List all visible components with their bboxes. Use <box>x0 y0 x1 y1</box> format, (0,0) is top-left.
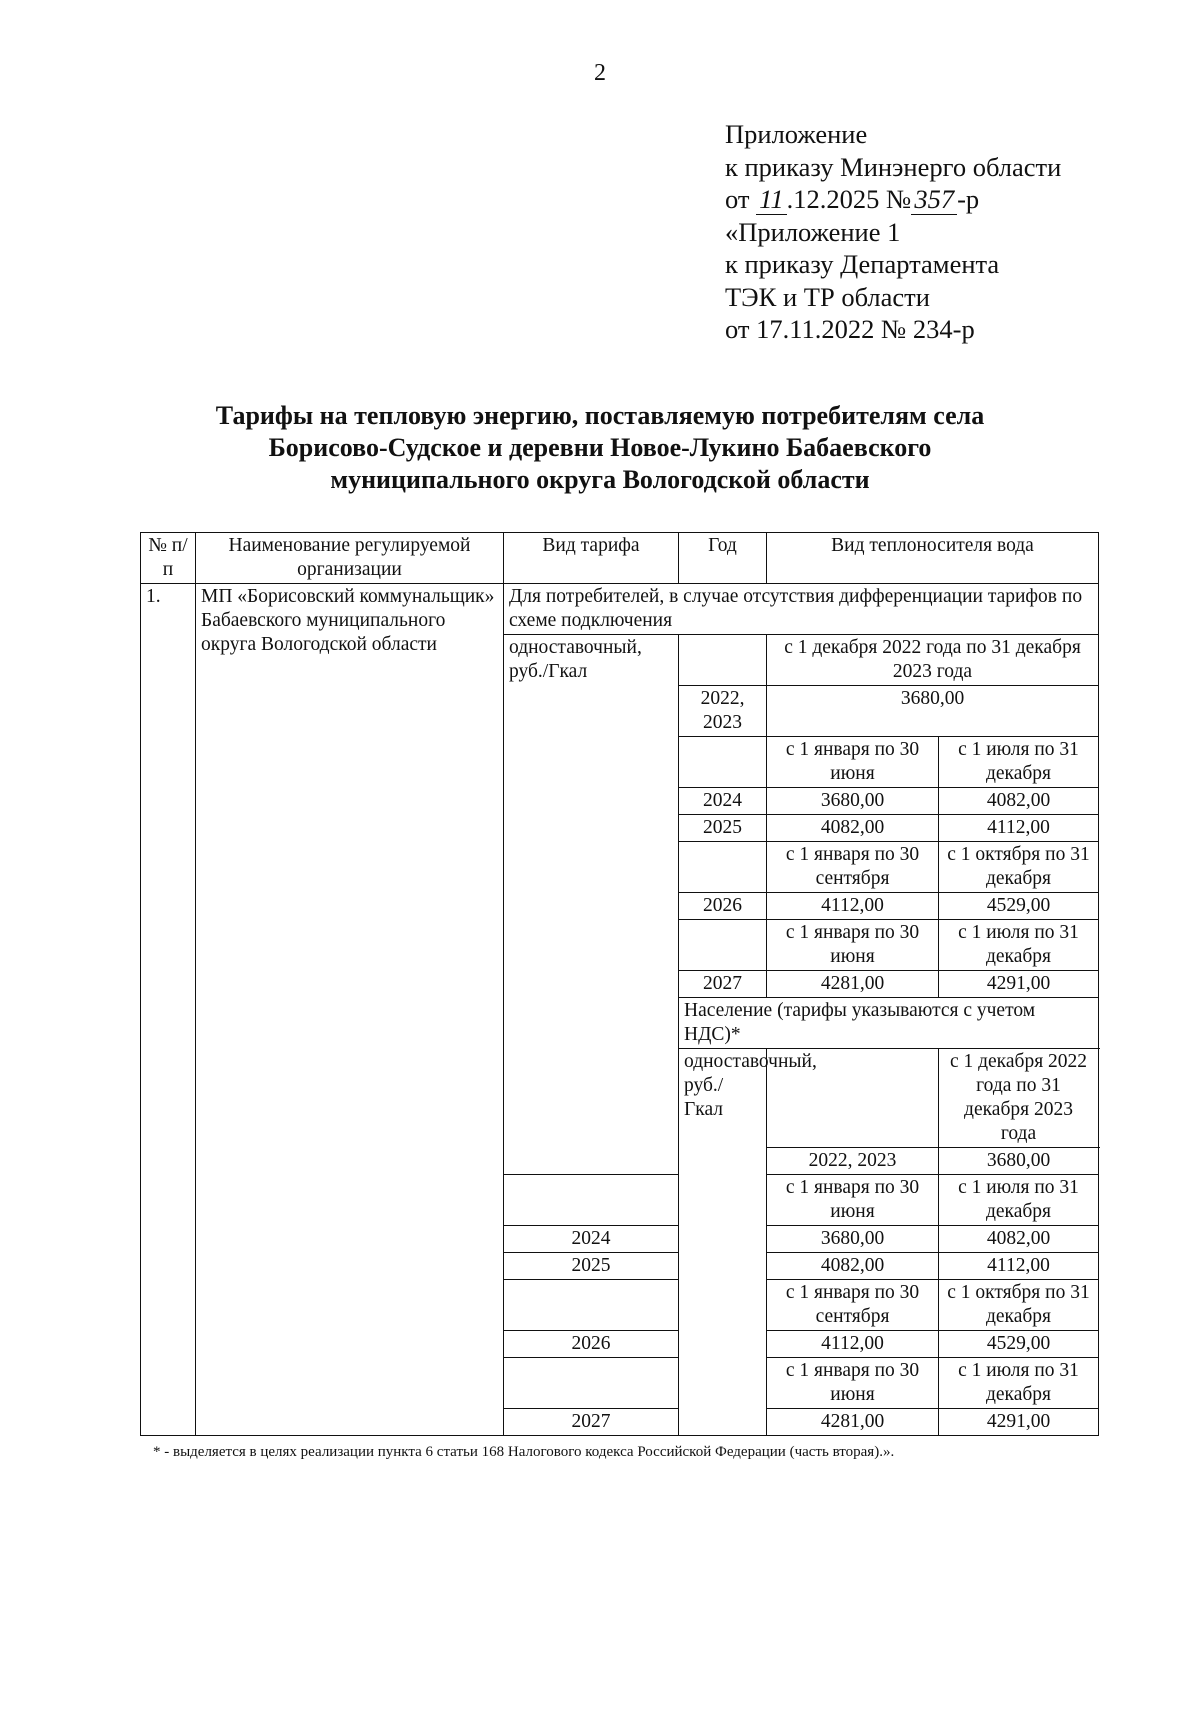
period-header: с 1 января по 30 июня <box>767 737 939 788</box>
period-header: с 1 октября по 31 декабря <box>939 1280 1099 1331</box>
header-line: к приказу Департамента <box>725 249 1000 279</box>
tariff-value: 4281,00 <box>767 971 939 998</box>
appendix-header <box>725 118 1061 346</box>
empty-year-cell <box>504 1280 679 1331</box>
tariff-value: 4082,00 <box>767 1253 939 1280</box>
handwritten-order-number: 357 <box>911 184 957 215</box>
period-header: с 1 января по 30 сентября <box>767 842 939 893</box>
tariff-value: 3680,00 <box>939 1148 1099 1175</box>
tariff-type: одноставочный, руб./Гкал <box>504 635 679 1175</box>
header-year: Год <box>679 533 767 584</box>
tariff-value: 3680,00 <box>767 1226 939 1253</box>
period-header: с 1 июля по 31 декабря <box>939 737 1099 788</box>
group-title-row <box>141 584 1099 635</box>
tariff-value: 4291,00 <box>939 971 1099 998</box>
empty-year-cell <box>504 1175 679 1226</box>
header-num: № п/п <box>141 533 196 584</box>
year-cell: 2025 <box>504 1253 679 1280</box>
period-header: с 1 января по 30 июня <box>767 1358 939 1409</box>
empty-year-cell <box>504 1358 679 1409</box>
empty-year-cell <box>679 737 767 788</box>
tariff-value: 4529,00 <box>939 1331 1099 1358</box>
order-date-line <box>725 183 1061 216</box>
year-cell: 2024 <box>504 1226 679 1253</box>
organization-name: МП «Борисовский коммунальщик» Бабаевского муниципального округа Вологодской области <box>196 584 504 1436</box>
order-suffix: -р <box>957 184 980 214</box>
period-header: с 1 декабря 2022 года по 31 декабря 2023 года <box>939 1049 1099 1148</box>
year-cell: 2022, 2023 <box>767 1148 939 1175</box>
document-title <box>150 400 1050 496</box>
tariff-value: 4082,00 <box>939 1226 1099 1253</box>
tariff-value: 4291,00 <box>939 1409 1099 1436</box>
period-header: с 1 июля по 31 декабря <box>939 1358 1099 1409</box>
empty-year-cell <box>679 635 767 686</box>
handwritten-day: 11 <box>756 184 787 215</box>
tariff-value: 4082,00 <box>939 788 1099 815</box>
tariff-value: 4112,00 <box>767 1331 939 1358</box>
header-line: ТЭК и ТР области <box>725 281 930 312</box>
tariff-value: 4281,00 <box>767 1409 939 1436</box>
year-cell: 2026 <box>679 893 767 920</box>
year-cell: 2026 <box>504 1331 679 1358</box>
tariff-value: 3680,00 <box>767 686 1099 737</box>
period-header: с 1 июля по 31 декабря <box>939 1175 1099 1226</box>
period-header: с 1 октября по 31 декабря <box>939 842 1099 893</box>
empty-year-cell <box>679 920 767 971</box>
header-line: от 17.11.2022 № 234-р <box>725 314 975 344</box>
header-line: к приказу Минэнерго области <box>725 151 1062 182</box>
title-line: муниципального округа Вологодской области <box>330 465 870 494</box>
year-cell: 2024 <box>679 788 767 815</box>
tariff-table <box>140 532 1099 1436</box>
tariff-value: 4112,00 <box>767 893 939 920</box>
period-header: с 1 декабря 2022 года по 31 декабря 2023 года <box>767 635 1099 686</box>
period-header: с 1 января по 30 сентября <box>767 1280 939 1331</box>
table-header-row <box>141 533 1099 584</box>
tariff-value: 4112,00 <box>939 815 1099 842</box>
order-mid: .12.2025 № <box>786 184 912 214</box>
title-line: Борисово-Судское и деревни Новое-Лукино Бабаевского <box>268 433 932 462</box>
year-cell: 2027 <box>679 971 767 998</box>
period-header: с 1 января по 30 июня <box>767 1175 939 1226</box>
header-org: Наименование регулируемой организации <box>196 533 504 584</box>
row-number: 1. <box>141 584 196 1436</box>
empty-year-cell <box>679 842 767 893</box>
year-cell: 2027 <box>504 1409 679 1436</box>
year-cell: 2025 <box>679 815 767 842</box>
year-cell: 2022, 2023 <box>679 686 767 737</box>
group-title: Население (тарифы указываются с учетом НДС)* <box>679 998 1099 1049</box>
tariff-value: 4082,00 <box>767 815 939 842</box>
tariff-value: 3680,00 <box>767 788 939 815</box>
tariff-type: одноставочный, руб./Гкал <box>679 1049 767 1436</box>
title-line: Тарифы на тепловую энергию, поставляемую потребителям села <box>215 401 985 430</box>
tariff-value: 4529,00 <box>939 893 1099 920</box>
header-carrier: Вид теплоносителя вода <box>767 533 1099 584</box>
header-line: Приложение <box>725 119 868 149</box>
period-header: с 1 января по 30 июня <box>767 920 939 971</box>
group-title: Для потребителей, в случае отсутствия дифференциации тарифов по схеме подключения <box>504 584 1099 635</box>
header-line: «Приложение 1 <box>725 216 901 247</box>
order-prefix: от <box>725 184 757 214</box>
tariff-value: 4112,00 <box>939 1253 1099 1280</box>
page-number: 2 <box>594 60 606 86</box>
header-tariff-type: Вид тарифа <box>504 533 679 584</box>
period-header: с 1 июля по 31 декабря <box>939 920 1099 971</box>
footnote: * - выделяется в целях реализации пункта 6 статьи 168 Налогового кодекса Российской Федерации (часть вторая).». <box>153 1444 895 1460</box>
